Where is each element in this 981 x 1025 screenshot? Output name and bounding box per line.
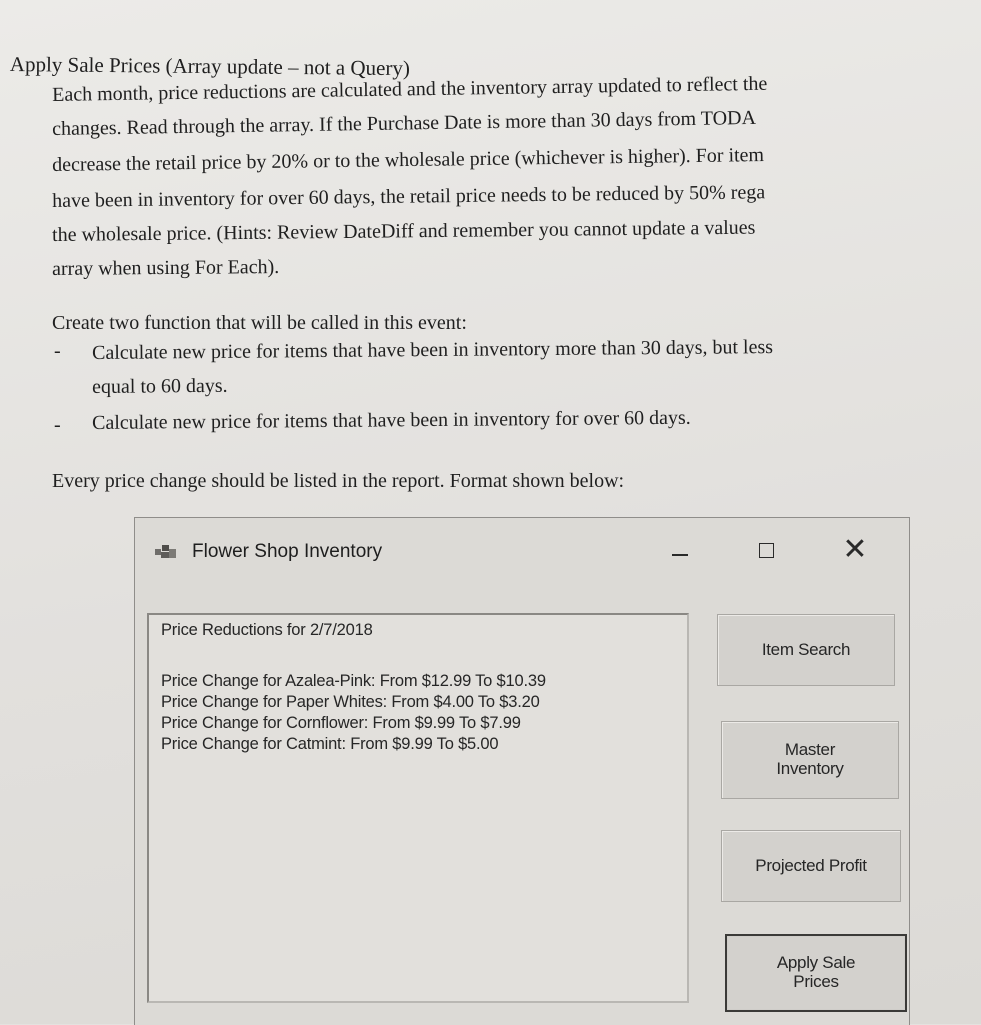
report-format-note: Every price change should be listed in the report. Format shown below: bbox=[52, 470, 625, 492]
minimize-icon[interactable] bbox=[660, 532, 700, 568]
maximize-icon[interactable] bbox=[747, 532, 787, 568]
price-reductions-listbox[interactable] bbox=[147, 613, 689, 1003]
report-line: Price Change for Catmint: From $9.99 To $5.00 bbox=[161, 735, 499, 753]
button-label-line: Inventory bbox=[776, 759, 844, 778]
projected-profit-button[interactable]: Projected Profit bbox=[721, 830, 901, 902]
paragraph-line: the wholesale price. (Hints: Review DateDiff and remember you cannot update a values bbox=[52, 216, 756, 246]
report-line: Price Change for Azalea-Pink: From $12.99 To $10.39 bbox=[161, 672, 546, 690]
paragraph-line: changes. Read through the array. If the Purchase Date is more than 30 days from TODA bbox=[52, 106, 757, 140]
item-search-button[interactable]: Item Search bbox=[717, 614, 895, 686]
master-inventory-button[interactable] bbox=[721, 721, 899, 799]
button-label-line: Master bbox=[784, 740, 836, 760]
title-bar bbox=[135, 518, 909, 580]
report-header: Price Reductions for 2/7/2018 bbox=[161, 621, 373, 639]
section-heading: Apply Sale Prices (Array update – not a Query) bbox=[9, 52, 411, 81]
paragraph-line: array when using For Each). bbox=[52, 256, 280, 280]
flower-shop-window bbox=[134, 517, 910, 1025]
button-label-line: Prices bbox=[793, 972, 839, 991]
paragraph-line: decrease the retail price by 20% or to the wholesale price (whichever is higher). For item bbox=[52, 144, 765, 176]
bullet-1-line-1: Calculate new price for items that have been in inventory more than 30 days, but less bbox=[92, 336, 774, 364]
bullet-marker: - bbox=[54, 414, 61, 436]
paragraph-line: Each month, price reductions are calculated and the inventory array updated to reflect the bbox=[52, 72, 768, 106]
flower-shop-app-icon bbox=[155, 542, 177, 560]
bullet-marker: - bbox=[54, 340, 61, 362]
bullet-2-line-1: Calculate new price for items that have been in inventory for over 60 days. bbox=[92, 406, 691, 434]
close-icon[interactable]: ✕ bbox=[842, 532, 868, 567]
report-line: Price Change for Paper Whites: From $4.00 To $3.20 bbox=[161, 693, 540, 711]
paragraph-line: have been in inventory for over 60 days, the retail price needs to be reduced by 50% rega bbox=[52, 181, 766, 212]
functions-intro: Create two function that will be called in this event: bbox=[52, 312, 467, 334]
window-title: Flower Shop Inventory bbox=[192, 541, 383, 562]
button-label-line: Apply Sale bbox=[776, 953, 856, 973]
bullet-1-line-2: equal to 60 days. bbox=[92, 374, 228, 398]
report-line: Price Change for Cornflower: From $9.99 To $7.99 bbox=[161, 714, 521, 732]
apply-sale-prices-button[interactable] bbox=[725, 934, 907, 1012]
